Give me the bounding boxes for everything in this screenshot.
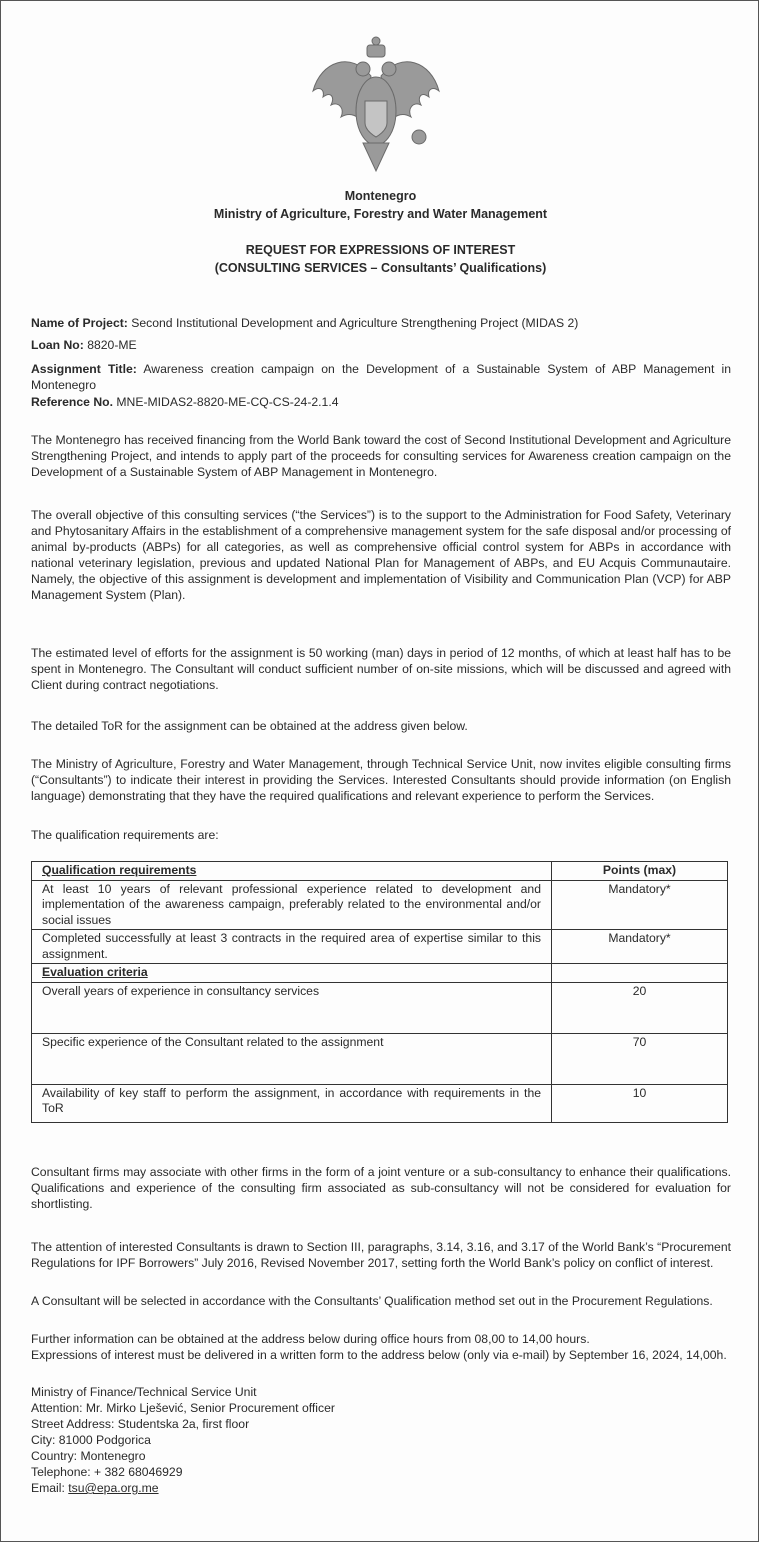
doc-subtitle: (CONSULTING SERVICES – Consultants’ Qualifications) bbox=[214, 261, 547, 275]
requirement-points: Mandatory* bbox=[552, 930, 728, 964]
qualification-table bbox=[31, 861, 728, 1123]
address-line: Attention: Mr. Mirko Lješević, Senior Procurement officer bbox=[31, 1401, 335, 1415]
criteria-points: 70 bbox=[552, 1033, 728, 1084]
selection-paragraph: A Consultant will be selected in accordance with the Consultants’ Qualification method set out in the Procurement Regulations. bbox=[31, 1294, 713, 1308]
coat-of-arms-icon bbox=[301, 31, 451, 181]
assignment-label: Assignment Title: bbox=[31, 362, 137, 376]
further-info-paragraph: Further information can be obtained at the address below during office hours from 08,00 to 14,00 hours. bbox=[31, 1332, 590, 1346]
project-value: Second Institutional Development and Agriculture Strengthening Project (MIDAS 2) bbox=[131, 316, 579, 330]
requirement-text: Completed successfully at least 3 contracts in the required area of expertise similar to this assignment. bbox=[32, 930, 552, 964]
table-row bbox=[32, 1084, 728, 1122]
criteria-points: 20 bbox=[552, 982, 728, 1033]
col-header-requirements: Qualification requirements bbox=[32, 862, 552, 881]
email-link[interactable]: tsu@epa.org.me bbox=[68, 1481, 159, 1495]
address-line: Street Address: Studentska 2a, first floor bbox=[31, 1417, 250, 1431]
qualification-intro: The qualification requirements are: bbox=[31, 828, 219, 842]
requirement-text: At least 10 years of relevant professional experience related to development and implementation of the awareness campaign, preferably related to the environmental and/or social issues bbox=[32, 880, 552, 930]
table-row bbox=[32, 982, 728, 1033]
associate-paragraph: Consultant firms may associate with other firms in the form of a joint venture or a sub-consultancy to enhance their qualifications. Qualifications and experience of the consulting firm associated as sub-consultancy will not be considered for evaluation for shortlisting. bbox=[31, 1165, 731, 1211]
email-line bbox=[31, 1480, 731, 1496]
ministry-name: Ministry of Agriculture, Forestry and Water Management bbox=[213, 207, 548, 221]
country-name: Montenegro bbox=[344, 189, 417, 203]
col-header-points: Points (max) bbox=[552, 862, 728, 881]
address-block bbox=[31, 1384, 731, 1496]
invite-paragraph: The Ministry of Agriculture, Forestry and Water Management, through Technical Service Unit, now invites eligible consulting firms (“Consultants”) to indicate their interest in providing the Services. Interested Consultants should provide information (on English language) demonstrating that they have the required qualifications and relevant experience to perform the Services. bbox=[31, 757, 731, 803]
requirement-points: Mandatory* bbox=[552, 880, 728, 930]
email-label: Email: bbox=[31, 1481, 65, 1495]
table-row bbox=[32, 880, 728, 930]
evaluation-criteria-header: Evaluation criteria bbox=[32, 964, 552, 983]
objective-paragraph: The overall objective of this consulting services (“the Services”) is to the support to the Administration for Food Safety, Veterinary and Phytosanitary Affairs in the establishment of a comprehensive management system for the safe disposal and/or processing of animal by-products (ABPs) for all categories, as well as comprehensive official control system for ABPs in accordance with national veterinary legislation, previous and updated National Plan for Management of ABPs, and EU Acquis Communautaire. Namely, the objective of this assignment is development and implementation of Visibility and Communication Plan (VCP) for ABP Management System (Plan). bbox=[31, 508, 731, 602]
project-label: Name of Project: bbox=[31, 316, 128, 330]
criteria-text: Specific experience of the Consultant related to the assignment bbox=[32, 1033, 552, 1084]
assignment-value: Awareness creation campaign on the Development of a Sustainable System of ABP Management in Montenegro bbox=[31, 362, 732, 392]
address-line: Country: Montenegro bbox=[31, 1449, 146, 1463]
financing-paragraph: The Montenegro has received financing from the World Bank toward the cost of Second Institutional Development and Agriculture Strengthening Project, and intends to apply part of the proceeds for consulting services for Awareness creation campaign on the Development of a Sustainable System of ABP Management in Montenegro. bbox=[31, 433, 731, 479]
reference-line bbox=[31, 394, 731, 410]
reference-value: MNE-MIDAS2-8820-ME-CQ-CS-24-2.1.4 bbox=[116, 395, 339, 409]
criteria-text: Overall years of experience in consultancy services bbox=[32, 982, 552, 1033]
doc-title: REQUEST FOR EXPRESSIONS OF INTEREST bbox=[245, 243, 516, 257]
criteria-points: 10 bbox=[552, 1084, 728, 1122]
table-row bbox=[32, 1033, 728, 1084]
address-line: Telephone: + 382 68046929 bbox=[31, 1465, 183, 1479]
deadline-paragraph: Expressions of interest must be delivered in a written form to the address below (only via e-mail) by September 16, 2024, 14,00h. bbox=[31, 1348, 727, 1362]
project-line bbox=[31, 315, 731, 331]
address-line: Ministry of Finance/Technical Service Unit bbox=[31, 1385, 257, 1399]
table-row bbox=[32, 930, 728, 964]
criteria-text: Availability of key staff to perform the assignment, in accordance with requirements in the ToR bbox=[32, 1084, 552, 1122]
efforts-paragraph: The estimated level of efforts for the assignment is 50 working (man) days in period of 12 months, of which at least half has to be spent in Montenegro. The Consultant will conduct sufficient number of on-site missions, which will be discussed and agreed with Client during contract negotiations. bbox=[31, 646, 731, 692]
assignment-line bbox=[31, 361, 731, 393]
table-header-row bbox=[32, 862, 728, 881]
loan-line bbox=[31, 337, 731, 353]
reference-label: Reference No. bbox=[31, 395, 113, 409]
loan-label: Loan No: bbox=[31, 338, 84, 352]
tor-paragraph: The detailed ToR for the assignment can be obtained at the address given below. bbox=[31, 719, 468, 733]
section-header-row bbox=[32, 964, 728, 983]
loan-value: 8820-ME bbox=[87, 338, 137, 352]
address-line: City: 81000 Podgorica bbox=[31, 1433, 151, 1447]
attention-paragraph: The attention of interested Consultants is drawn to Section III, paragraphs, 3.14, 3.16, and 3.17 of the World Bank’s “Procurement Regulations for IPF Borrowers” July 2016, Revised November 2017, setting forth the World Bank’s policy on conflict of interest. bbox=[31, 1240, 731, 1270]
